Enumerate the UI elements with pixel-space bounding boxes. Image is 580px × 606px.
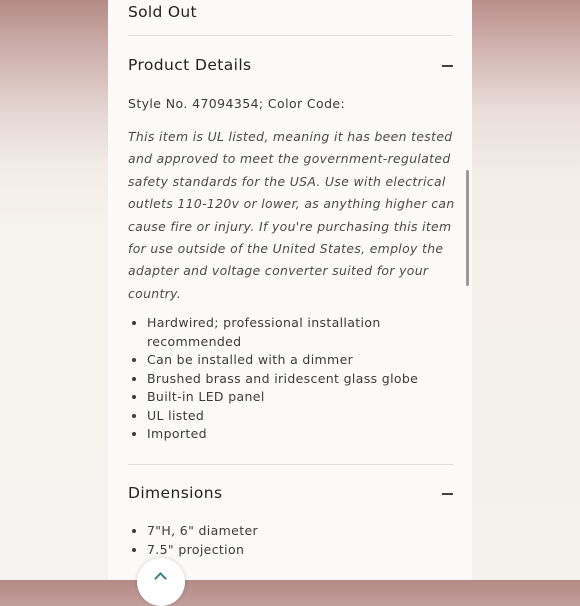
chevron-up-icon bbox=[154, 572, 167, 585]
list-item: • UL listed bbox=[147, 407, 467, 426]
list-item: • Hardwired; professional installation recommended bbox=[147, 314, 467, 351]
divider bbox=[128, 464, 453, 465]
product-info-panel bbox=[108, 0, 472, 580]
sold-out-label: Sold Out bbox=[128, 3, 197, 21]
minus-icon[interactable] bbox=[442, 493, 453, 495]
list-item: • Built-in LED panel bbox=[147, 388, 467, 407]
product-details-title: Product Details bbox=[128, 56, 252, 74]
list-item: • 7"H, 6" diameter bbox=[147, 522, 467, 541]
list-item: • Imported bbox=[147, 425, 467, 444]
feature-list bbox=[128, 314, 467, 444]
list-item: • Brushed brass and iridescent glass globe bbox=[147, 370, 467, 389]
minus-icon[interactable] bbox=[442, 65, 453, 67]
product-description: This item is UL listed, meaning it has been tested and approved to meet the government-regulated safety standards for the USA. Use with electrical outlets 110-120v or lower, as anything higher can cause fire or injury. If you're purchasing this item for use outside of the United States, employ the adapter and voltage converter suited for your country. bbox=[128, 129, 455, 301]
scrollbar-thumb[interactable] bbox=[466, 170, 469, 286]
dimensions-header[interactable] bbox=[128, 484, 453, 508]
list-item: • 7.5" projection bbox=[147, 541, 467, 560]
divider bbox=[128, 35, 453, 36]
dimensions-list bbox=[128, 522, 467, 559]
scroll-to-top-button[interactable] bbox=[137, 558, 185, 606]
page-backdrop bbox=[472, 0, 580, 580]
dimensions-title: Dimensions bbox=[128, 484, 223, 502]
style-number: Style No. 47094354; Color Code: bbox=[128, 96, 346, 111]
product-details-header[interactable] bbox=[128, 56, 453, 80]
list-item: • Can be installed with a dimmer bbox=[147, 351, 467, 370]
